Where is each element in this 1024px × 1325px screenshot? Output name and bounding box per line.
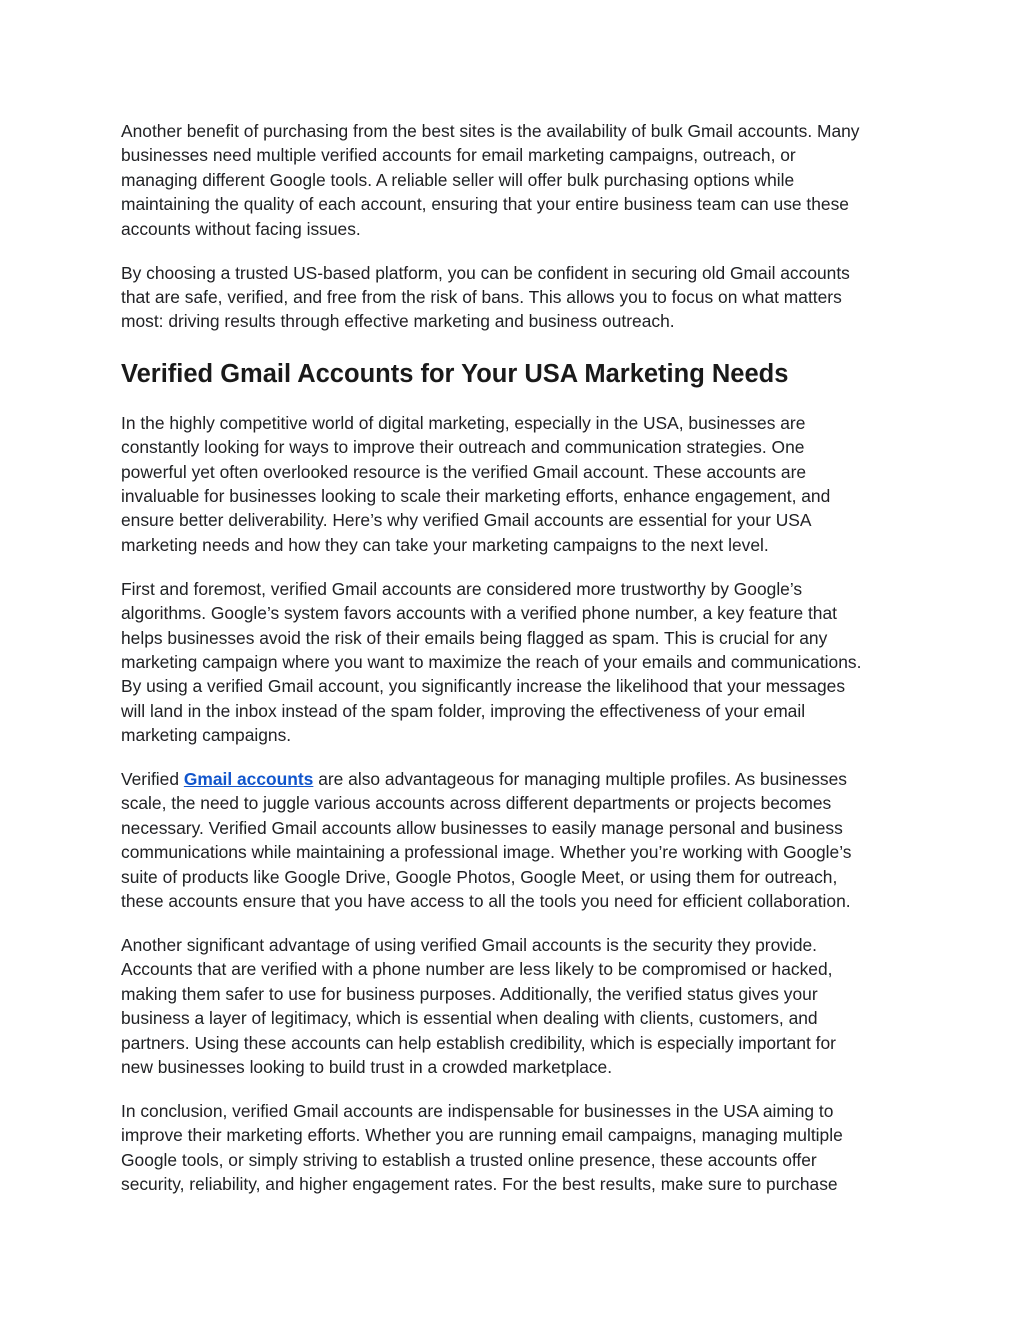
paragraph-lead-text: Verified [121, 769, 184, 790]
paragraph-trustworthy: First and foremost, verified Gmail accounts are considered more trustworthy by Google’s algorithms. Google’s system favors accounts with a verified phone number, a key feature that helps businesses avoid the risk of their emails being flagged as spam. This is crucial for any marketing campaign where you want to maximize the reach of your emails and communications. By using a verified Gmail account, you significantly increase the likelihood that your messages will land in the inbox instead of the spam folder, improving the effectiveness of your email marketing campaigns. [121, 578, 862, 746]
paragraph-multiple-profiles [121, 767, 911, 913]
document-body [121, 119, 911, 1216]
paragraph-security: Another significant advantage of using verified Gmail accounts is the security they provide. Accounts that are verified with a phone number are less likely to be compromised or hacked, making them safer to use for business purposes. Additionally, the verified status gives your business a layer of legitimacy, which is essential when dealing with clients, customers, and partners. Using these accounts can help establish credibility, which is especially important for new businesses looking to build trust in a crowded marketplace. [121, 934, 836, 1077]
paragraph-trusted-platform: By choosing a trusted US-based platform, you can be confident in securing old Gmail accounts that are safe, verified, and free from the risk of bans. This allows you to focus on what matters most: driving results through effective marketing and business outreach. [121, 262, 850, 332]
section-heading: Verified Gmail Accounts for Your USA Marketing Needs [121, 359, 789, 388]
paragraph-competitive-marketing: In the highly competitive world of digital marketing, especially in the USA, businesses are constantly looking for ways to improve their outreach and communication strategies. One powerful yet often overlooked resource is the verified Gmail account. These accounts are invaluable for businesses looking to scale their marketing efforts, enhance engagement, and ensure better deliverability. Here’s why verified Gmail accounts are essential for your USA marketing needs and how they can take your marketing campaigns to the next level. [121, 412, 831, 555]
gmail-accounts-link[interactable]: Gmail accounts [183, 769, 314, 790]
paragraph-conclusion: In conclusion, verified Gmail accounts are indispensable for businesses in the USA aiming to improve their marketing efforts. Whether you are running email campaigns, managing multiple Google tools, or simply striving to establish a trusted online presence, these accounts offer security, reliability, and higher engagement rates. For the best results, make sure to purchase [121, 1100, 843, 1195]
paragraph-rest-text: are also advantageous for managing multiple profiles. As businesses scale, the need to juggle various accounts across different departments or projects becomes necessary. Verified Gmail accounts allow businesses to easily manage personal and business communications while maintaining a professional image. Whether you’re working with Google’s suite of products like Google Drive, Google Photos, Google Meet, or using them for outreach, these accounts ensure that you have access to all the tools you need for efficient collaboration. [121, 769, 852, 912]
paragraph-bulk-accounts: Another benefit of purchasing from the best sites is the availability of bulk Gmail accounts. Many businesses need multiple verified accounts for email marketing campaigns, outreach, or managing different Google tools. A reliable seller will offer bulk purchasing options while maintaining the quality of each account, ensuring that your entire business team can use these accounts without facing issues. [121, 121, 860, 239]
